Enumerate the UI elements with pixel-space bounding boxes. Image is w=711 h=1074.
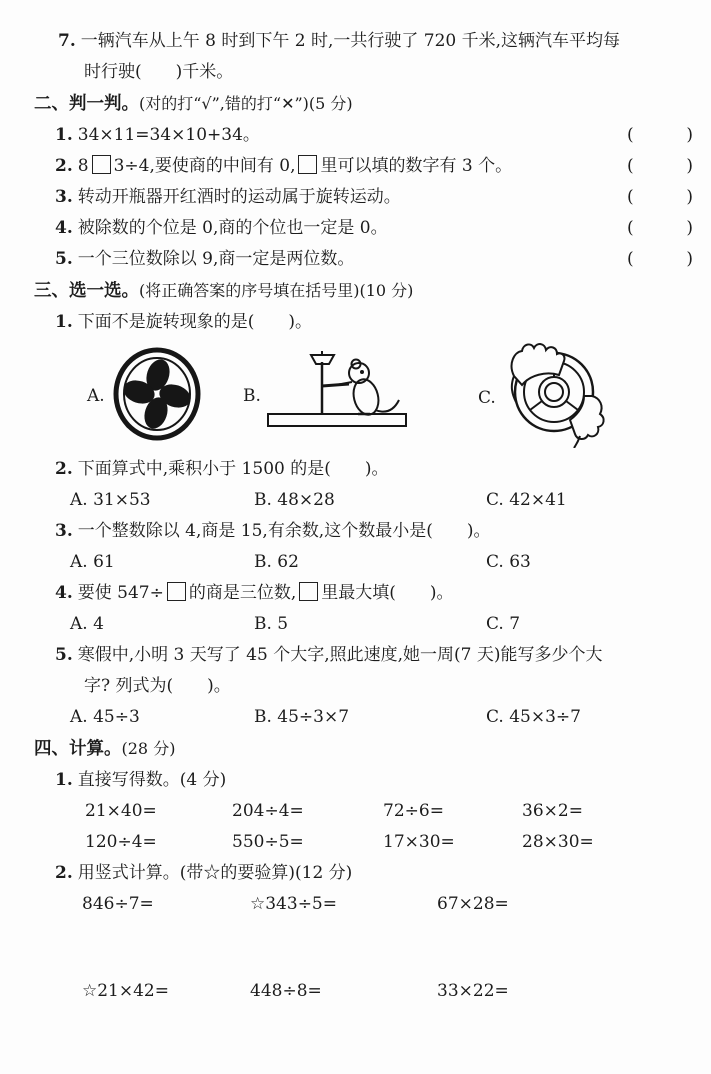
question-7-text: 一辆汽车从上午 8 时到下午 2 时,一共行驶了 720 千米,这辆汽车平均每 bbox=[80, 31, 621, 51]
bracket-close: ) bbox=[686, 218, 693, 238]
choice-q2-number: 2. bbox=[55, 459, 73, 479]
choice-q4-part1: 要使 547÷ bbox=[77, 583, 164, 603]
judge-item-4-text bbox=[55, 213, 627, 244]
equation: 846÷7= bbox=[82, 894, 154, 914]
judge-item-3-text bbox=[55, 182, 627, 213]
right-hand bbox=[570, 396, 604, 439]
section-3-header bbox=[0, 275, 711, 307]
choice-q1 bbox=[0, 307, 711, 338]
judge-item-4-number: 4. bbox=[55, 218, 73, 238]
judge-item-5-text bbox=[55, 244, 627, 275]
option-b: B. 5 bbox=[254, 614, 289, 634]
judge-item-2 bbox=[0, 151, 711, 182]
bracket-open: ( bbox=[627, 249, 634, 269]
equation: 550÷5= bbox=[232, 832, 304, 852]
choice-q4-number: 4. bbox=[55, 583, 73, 603]
fan-icon bbox=[112, 346, 202, 442]
choice-q2-text: 下面算式中,乘积小于 1500 的是( )。 bbox=[77, 459, 389, 479]
choice-q5-options bbox=[0, 702, 711, 733]
answer-bracket bbox=[627, 244, 693, 275]
choice-q4 bbox=[0, 578, 711, 609]
choice-q1-number: 1. bbox=[55, 312, 73, 332]
judge-item-5-statement: 一个三位数除以 9,商一定是两位数。 bbox=[77, 249, 355, 269]
choice-q5-number: 5. bbox=[55, 645, 73, 665]
calc-part-1-text: 直接写得数。(4 分) bbox=[77, 770, 227, 790]
choice-q5-line-1 bbox=[0, 640, 711, 671]
option-c: C. 45×3÷7 bbox=[486, 707, 581, 727]
judge-item-5 bbox=[0, 244, 711, 275]
question-7-number: 7. bbox=[58, 31, 76, 51]
blank-box bbox=[299, 582, 318, 601]
bracket-close: ) bbox=[686, 156, 693, 176]
judge-item-2-number: 2. bbox=[55, 156, 73, 176]
judge-item-3 bbox=[0, 182, 711, 213]
calc-part-2-text: 用竖式计算。(带☆的要验算)(12 分) bbox=[77, 863, 353, 883]
blank-box bbox=[92, 155, 111, 174]
answer-bracket bbox=[627, 151, 693, 182]
judge-item-1-text bbox=[55, 120, 627, 151]
option-b: B. 45÷3×7 bbox=[254, 707, 350, 727]
option-c: C. 42×41 bbox=[486, 490, 567, 510]
equation: 72÷6= bbox=[383, 801, 444, 821]
equation: 17×30= bbox=[383, 832, 455, 852]
equation: 120÷4= bbox=[85, 832, 157, 852]
judge-item-3-statement: 转动开瓶器开红酒时的运动属于旋转运动。 bbox=[77, 187, 401, 207]
choice-q4-part3: 里最大填( )。 bbox=[321, 583, 454, 603]
mouse-lever-icon bbox=[266, 348, 408, 432]
option-a-label: A. bbox=[87, 386, 105, 406]
bracket-open: ( bbox=[627, 156, 634, 176]
answer-bracket bbox=[627, 120, 693, 151]
bracket-open: ( bbox=[627, 218, 634, 238]
vertical-calc-row-2 bbox=[0, 976, 711, 1007]
section-2-header bbox=[0, 88, 711, 120]
question-7-line-2: 时行驶( )千米。 bbox=[84, 62, 234, 82]
calc-part-2-number: 2. bbox=[55, 863, 73, 883]
mental-math-row-2 bbox=[0, 827, 711, 858]
section-4-title: 四、计算。 bbox=[34, 739, 122, 759]
judge-item-4-statement: 被除数的个位是 0,商的个位也一定是 0。 bbox=[77, 218, 388, 238]
blank-box bbox=[298, 155, 317, 174]
choice-q2-options bbox=[0, 485, 711, 516]
option-a: A. 4 bbox=[70, 614, 104, 634]
judge-item-1-number: 1. bbox=[55, 125, 73, 145]
choice-q5-line-2: 字? 列式为( )。 bbox=[84, 676, 231, 696]
bracket-open: ( bbox=[627, 125, 634, 145]
equation: 28×30= bbox=[522, 832, 594, 852]
mental-math-row-1 bbox=[0, 796, 711, 827]
equation: 21×40= bbox=[85, 801, 157, 821]
choice-q4-options bbox=[0, 609, 711, 640]
bracket-close: ) bbox=[686, 249, 693, 269]
question-7-line-1 bbox=[0, 26, 711, 57]
section-2-subtitle: (对的打“√”,错的打“✕”)(5 分) bbox=[139, 94, 353, 113]
bracket-close: ) bbox=[686, 125, 693, 145]
left-hand bbox=[512, 344, 565, 385]
equation: ☆21×42= bbox=[82, 981, 169, 1001]
choice-q3-options bbox=[0, 547, 711, 578]
option-a: A. 31×53 bbox=[70, 490, 151, 510]
section-3-subtitle: (将正确答案的序号填在括号里)(10 分) bbox=[139, 281, 414, 300]
bracket-open: ( bbox=[627, 187, 634, 207]
equation: 448÷8= bbox=[250, 981, 322, 1001]
option-b: B. 48×28 bbox=[254, 490, 335, 510]
option-b: B. 62 bbox=[254, 552, 299, 572]
option-b-label: B. bbox=[243, 386, 261, 406]
equation: 204÷4= bbox=[232, 801, 304, 821]
judge-item-2-text bbox=[55, 151, 627, 182]
option-c-label: C. bbox=[478, 388, 496, 408]
choice-q3 bbox=[0, 516, 711, 547]
calc-part-1-header bbox=[0, 765, 711, 796]
choice-q4-part2: 的商是三位数, bbox=[188, 583, 297, 603]
equation: 36×2= bbox=[522, 801, 583, 821]
choice-q3-text: 一个整数除以 4,商是 15,有余数,这个数最小是( )。 bbox=[77, 521, 491, 541]
steering-wheel-icon bbox=[500, 342, 608, 448]
option-c: C. 63 bbox=[486, 552, 531, 572]
judge-item-5-number: 5. bbox=[55, 249, 73, 269]
equation: 67×28= bbox=[437, 894, 509, 914]
section-2-title: 二、判一判。 bbox=[34, 94, 139, 114]
section-4-score: (28 分) bbox=[121, 739, 176, 758]
option-c: C. 7 bbox=[486, 614, 521, 634]
equation: ☆343÷5= bbox=[250, 894, 337, 914]
choice-q1-images bbox=[0, 342, 711, 448]
answer-bracket bbox=[627, 182, 693, 213]
option-a: A. 61 bbox=[70, 552, 115, 572]
judge-item-1-statement: 34×11=34×10+34。 bbox=[77, 125, 260, 145]
blank-box bbox=[167, 582, 186, 601]
section-4-header bbox=[0, 733, 711, 765]
choice-q3-number: 3. bbox=[55, 521, 73, 541]
choice-q1-text: 下面不是旋转现象的是( )。 bbox=[77, 312, 313, 332]
judge-item-2-part3: 里可以填的数字有 3 个。 bbox=[320, 156, 513, 176]
section-3-title: 三、选一选。 bbox=[34, 281, 139, 301]
judge-item-4 bbox=[0, 213, 711, 244]
judge-item-3-number: 3. bbox=[55, 187, 73, 207]
option-a: A. 45÷3 bbox=[70, 707, 140, 727]
answer-bracket bbox=[627, 213, 693, 244]
choice-q5-text-1: 寒假中,小明 3 天写了 45 个大字,照此速度,她一周(7 天)能写多少个大 bbox=[77, 645, 603, 665]
bracket-close: ) bbox=[686, 187, 693, 207]
judge-item-2-part1: 8 bbox=[77, 156, 89, 176]
judge-item-2-part2: 3÷4,要使商的中间有 0, bbox=[113, 156, 296, 176]
equation: 33×22= bbox=[437, 981, 509, 1001]
vertical-calc-row-1 bbox=[0, 889, 711, 920]
choice-q2 bbox=[0, 454, 711, 485]
calc-part-2-header bbox=[0, 858, 711, 889]
judge-item-1 bbox=[0, 120, 711, 151]
calc-part-1-number: 1. bbox=[55, 770, 73, 790]
